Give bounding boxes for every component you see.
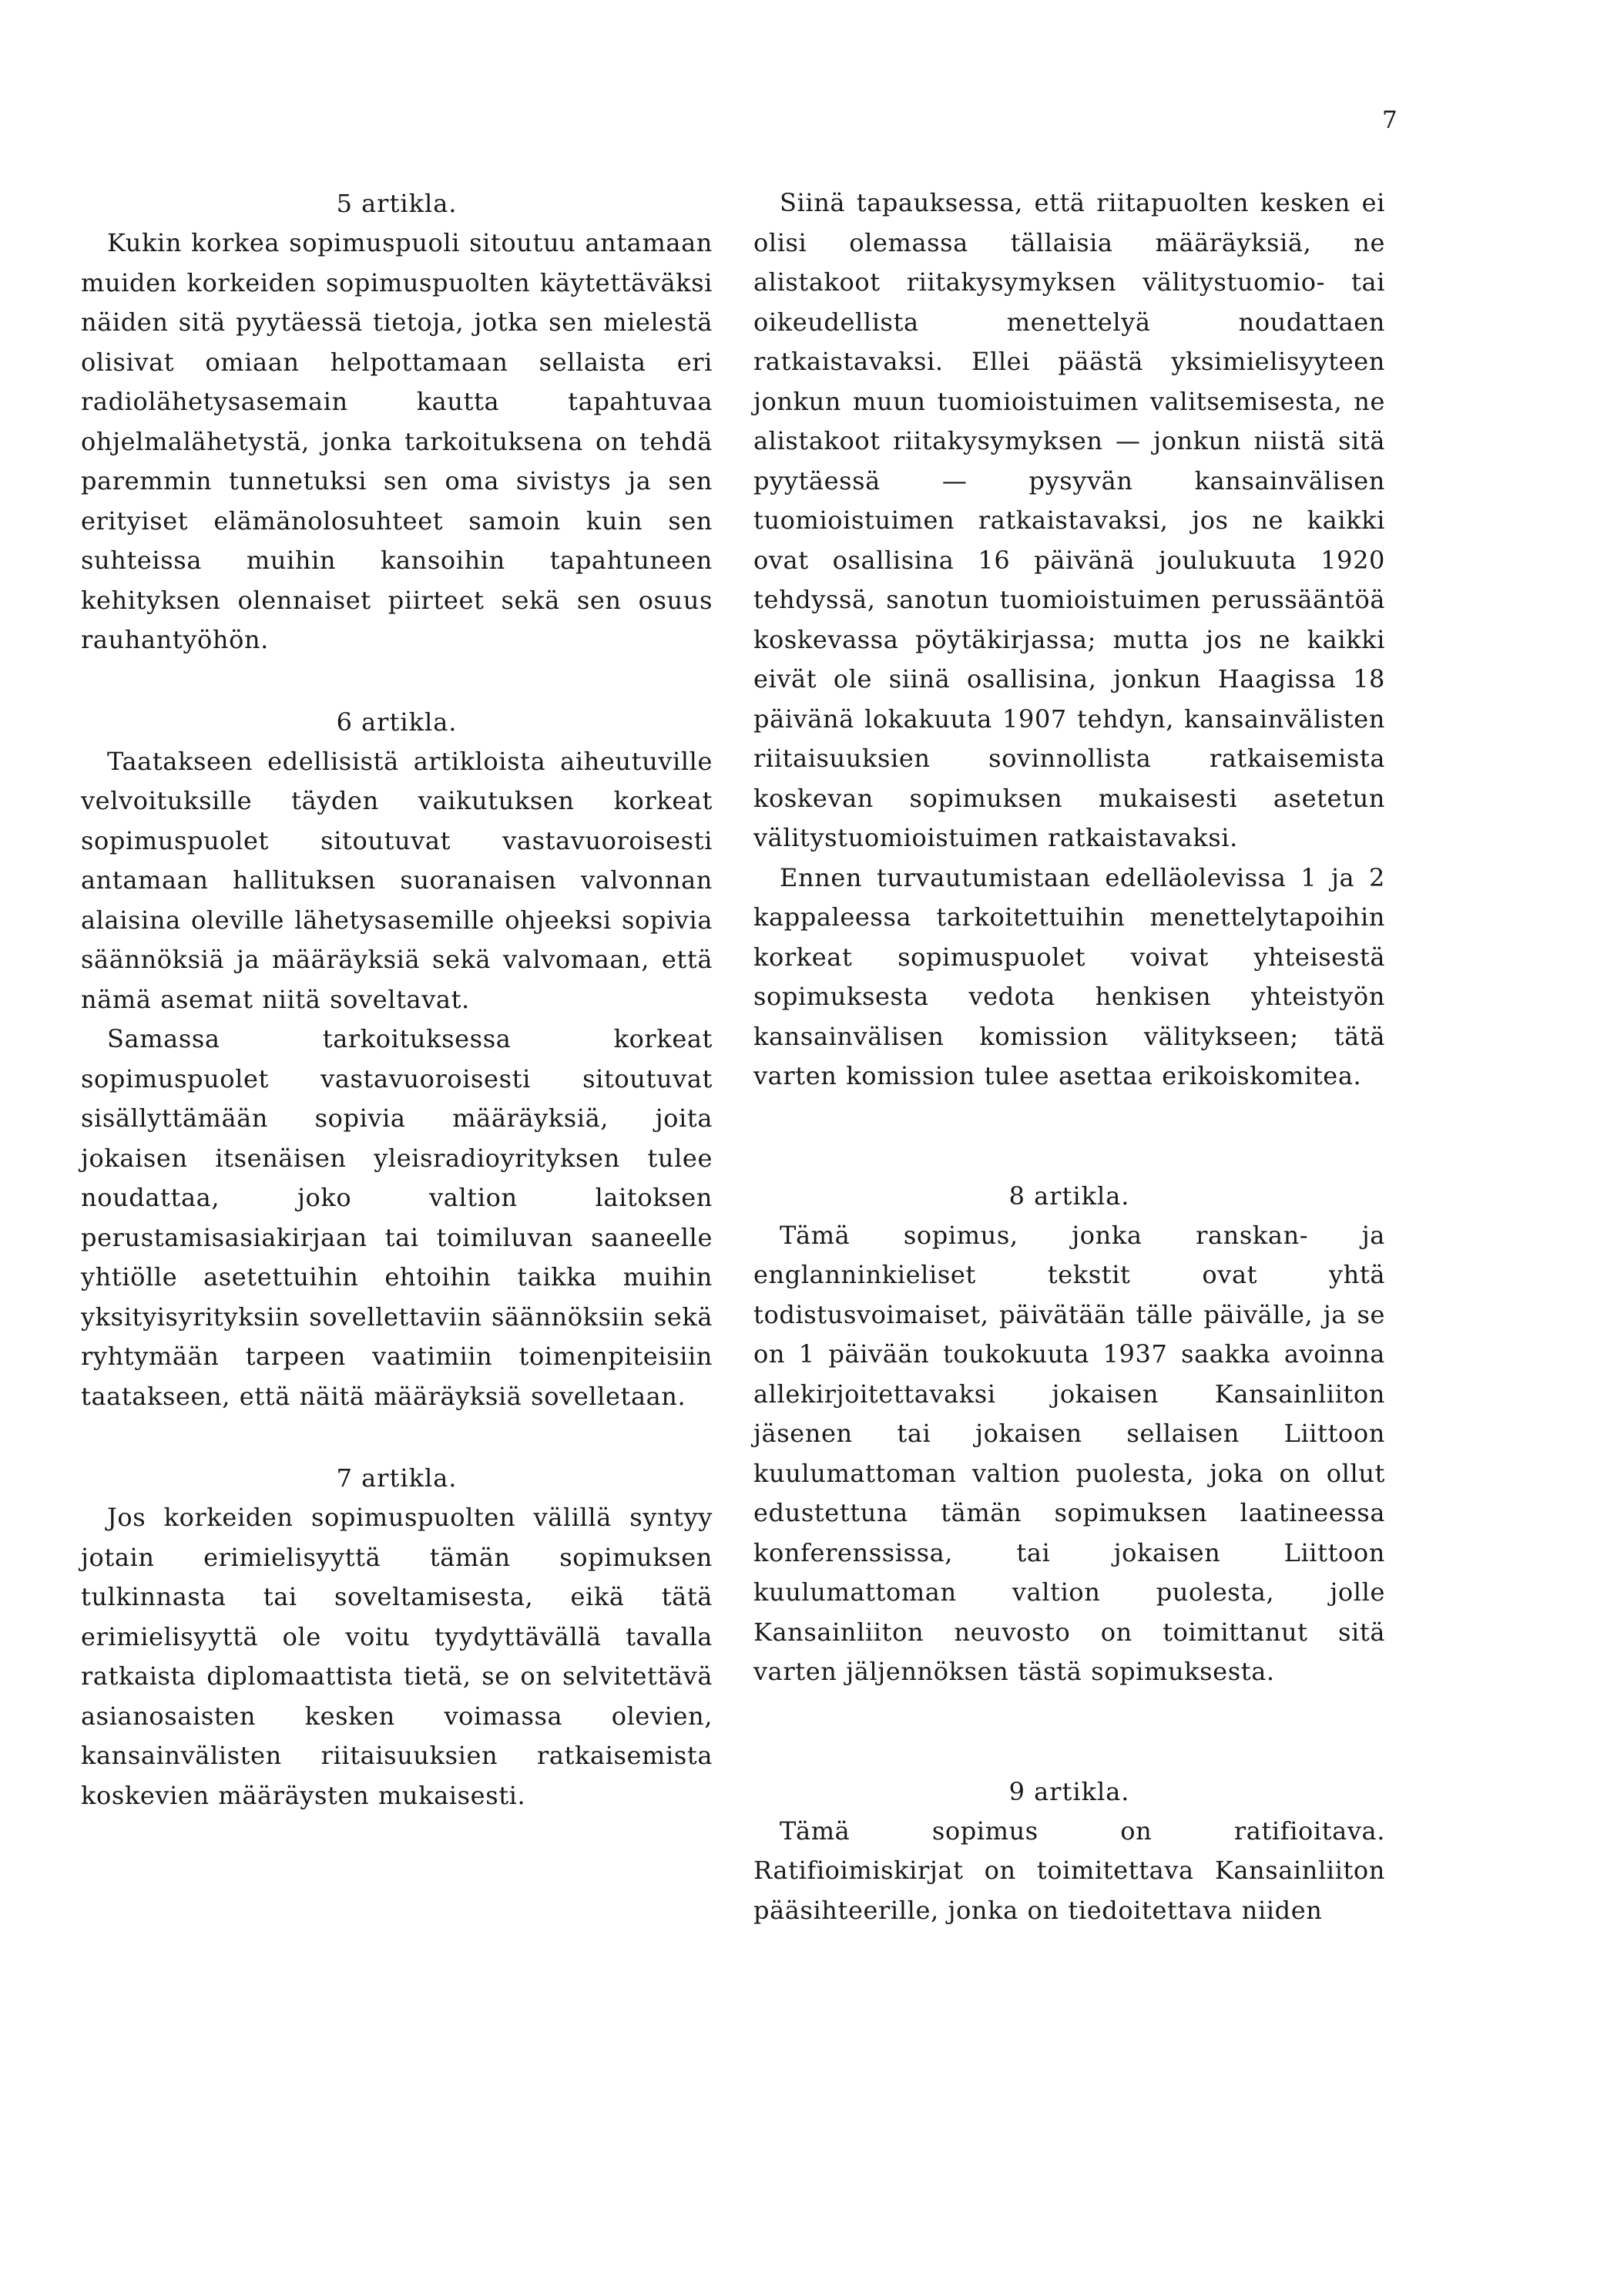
article-6-paragraph-2: Samassa tarkoituksessa korkeat sopimuspuolet vastavuoroisesti sitoutuvat sisällyttämään sopivia määräyksiä, joita jokaisen itsenäisen yleisradioyrityksen tulee noudattaa, joko valtion laitoksen perustamisasiakirjaan tai toimiluvan saaneelle yhtiölle asetettuihin ehtoihin taikka muihin yksityisyrityksiin sovellettaviin säännöksiin sekä ryhtymään tarpeen vaatimiin toimenpiteisiin taatakseen, että näitä määräyksiä sovelletaan.	[81, 1024, 713, 1411]
article-9-heading: 9 artikla.	[1008, 1776, 1130, 1806]
article-9-paragraph-1: Tämä sopimus on ratifioitava. Ratifioimiskirjat on toimitettava Kansainliiton pääsihteerille, jonka on tiedoitettava niiden	[753, 1816, 1385, 1925]
article-8-heading: 8 artikla.	[1008, 1181, 1130, 1211]
left-column	[81, 183, 713, 1816]
page-number: 7	[1382, 106, 1398, 134]
article-8-paragraph-1: Tämä sopimus, jonka ranskan- ja englanninkieliset tekstit ovat yhtä todistusvoimaiset, päivätään tälle päivälle, ja se on 1 päivään toukokuuta 1937 saakka avoinna allekirjoitettavaksi jokaisen Kansainliiton jäsenen tai jokaisen sellaisen Liittoon kuulumattoman valtion puolesta, joka on ollut edustettuna tämän sopimuksen laatineessa konferenssissa, tai jokaisen Liittoon kuulumattoman valtion puolesta, jolle Kansainliiton neuvosto on toimittanut sitä varten jäljennöksen tästä sopimuksesta.	[753, 1220, 1385, 1686]
article-7-heading: 7 artikla.	[336, 1463, 458, 1493]
article-5-paragraph-1: Kukin korkea sopimuspuoli sitoutuu antamaan muiden korkeiden sopimuspuolten käytettäväksi näiden sitä pyytäessä tietoja, jotka sen mielestä olisivat omiaan helpottamaan sellaista eri radiolähetysasemain kautta tapahtuvaa ohjelmalähetystä, jonka tarkoituksena on tehdä paremmin tunnetuksi sen oma sivistys ja sen erityiset elämänolosuhteet samoin kuin sen suhteissa muihin kansoihin tapahtuneen kehityksen olennaiset piirteet sekä sen osuus rauhantyöhön.	[81, 228, 713, 654]
article-7-paragraph-1: Jos korkeiden sopimuspuolten välillä syntyy jotain erimielisyyttä tämän sopimuksen tulkinnasta tai soveltamisesta, eikä tätä erimielisyyttä ole voitu tyydyttävällä tavalla ratkaista diplomaattista tietä, se on selvitettävä asianosaisten kesken voimassa olevien, kansainvälisten riitaisuuksien ratkaisemista koskevien määräysten mukaisesti.	[81, 1503, 713, 1810]
article-6-paragraph-1: Taatakseen edellisistä artikloista aiheutuville velvoituksille täyden vaikutuksen korkeat sopimuspuolet sitoutuvat vastavuoroisesti antamaan hallituksen suoranaisen valvonnan alaisina oleville lähetysasemille ohjeeksi sopivia säännöksiä ja määräyksiä sekä valvomaan, että nämä asemat niitä soveltavat.	[81, 746, 713, 1014]
article-6-heading: 6 artikla.	[336, 707, 458, 737]
article-5-heading: 5 artikla.	[336, 189, 458, 218]
article-7-paragraph-3: Ennen turvautumistaan edelläolevissa 1 ja 2 kappaleessa tarkoitettuihin menettelytapoihin korkeat sopimuspuolet voivat yhteisestä sopimuksesta vedota henkisen yhteistyön kansainvälisen komission välitykseen; tätä varten komission tulee asettaa erikoiskomitea.	[753, 862, 1385, 1090]
right-column	[753, 183, 1385, 1930]
article-7-paragraph-2: Siinä tapauksessa, että riitapuolten kesken ei olisi olemassa tällaisia määräyksiä, ne alistakoot riitakysymyksen välitystuomio- tai oikeudellista menettelyä noudattaen ratkaistavaksi. Ellei päästä yksimielisyyteen jonkun muun tuomioistuimen valitsemisesta, ne alistakoot riitakysymyksen — jonkun niistä sitä pyytäessä — pysyvän kansainvälisen tuomioistuimen ratkaistavaksi, jos ne kaikki ovat osallisina 16 päivänä joulukuuta 1920 tehdyssä, sanotun tuomioistuimen perussääntöä koskevassa pöytäkirjassa; mutta jos ne kaikki eivät ole siinä osallisina, jonkun Haagissa 18 päivänä lokakuuta 1907 tehdyn, kansainvälisten riitaisuuksien sovinnollista ratkaisemista koskevan sopimuksen mukaisesti asetetun välitystuomioistuimen ratkaistavaksi.	[753, 188, 1385, 852]
